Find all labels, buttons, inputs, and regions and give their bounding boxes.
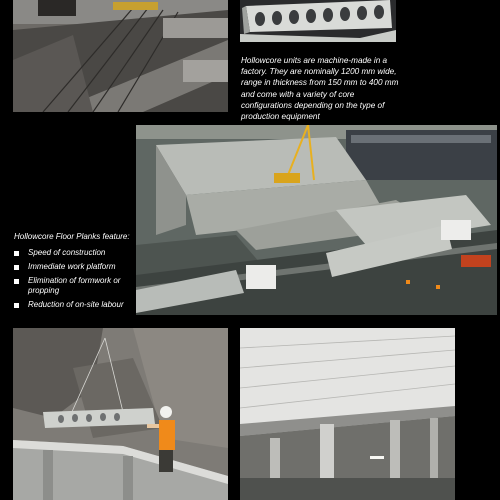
hollowcore-soffit-underside-photo (240, 328, 455, 500)
crane-lifting-plank-photo (13, 328, 228, 500)
features-heading: Hollowcore Floor Planks feature: (14, 232, 130, 241)
features-list (14, 248, 132, 310)
bullet-icon (14, 251, 19, 256)
list-item: Immediate work platform (14, 262, 132, 272)
features-panel (14, 232, 132, 314)
factory-production-bed-photo (13, 0, 228, 112)
list-item: Elimination of formwork or propping (14, 276, 132, 296)
bullet-icon (14, 265, 19, 270)
list-item: Speed of construction (14, 248, 132, 258)
hollowcore-units-caption: Hollowcore units are machine-made in a factory. They are nominally 1200 mm wide, range in thickness from 150 mm to 400 mm and come with a variety of core configurations depending on the type of production equipment (241, 56, 399, 122)
construction-site-aerial-photo (136, 125, 497, 315)
hollowcore-cross-section-photo (240, 0, 396, 42)
bullet-icon (14, 303, 19, 308)
list-item: Reduction of on-site labour (14, 300, 132, 310)
bullet-icon (14, 279, 19, 284)
